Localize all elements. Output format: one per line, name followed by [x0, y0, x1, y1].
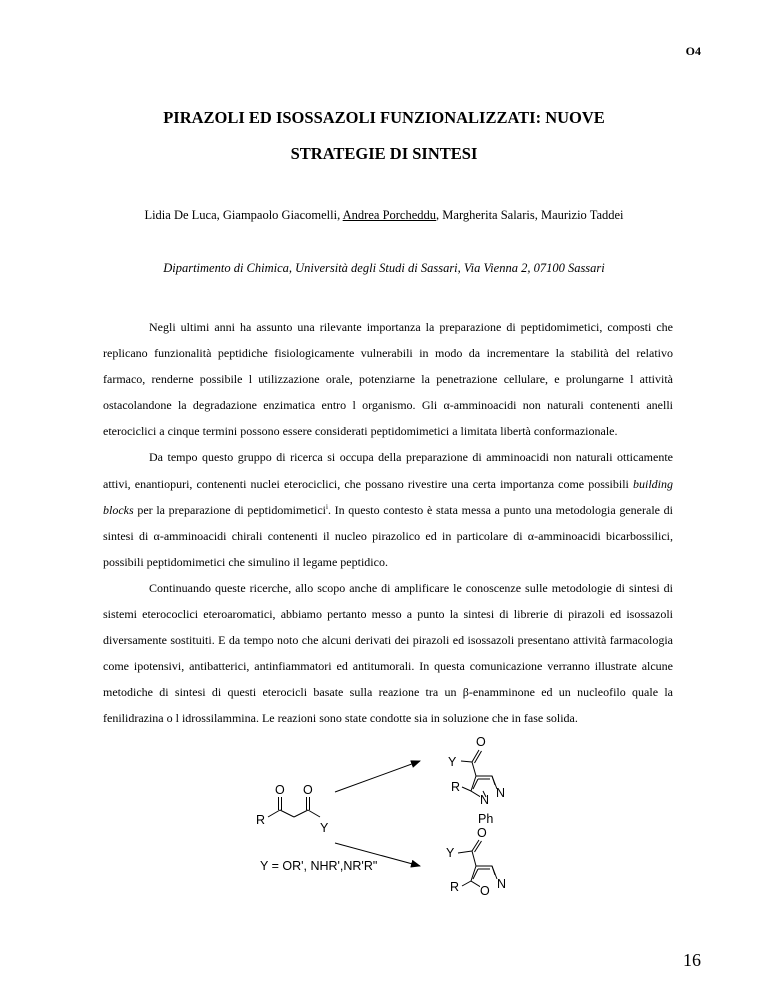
pyrazole-N2: N [496, 786, 506, 800]
paragraph-2-part-b: per la preparazione di peptidomimetici [133, 502, 326, 517]
paragraph-2 [103, 444, 673, 574]
reaction-scheme [240, 730, 540, 930]
title-line-2: STRATEGIE DI SINTESI [290, 144, 478, 163]
document-title [60, 100, 708, 172]
pyrazole-N1: N [480, 793, 490, 807]
pyrazole-Y: Y [448, 755, 457, 769]
abstract-body [103, 314, 673, 732]
isoxazole-N: N [497, 877, 507, 891]
affiliation: Dipartimento di Chimica, Università degli Studi di Sassari, Via Vienna 2, 07100 Sassari [163, 261, 605, 275]
paragraph-1: Negli ultimi anni ha assunto una rilevante importanza la preparazione di peptidomimetici, composti che replicano funzionalità peptidiche fisiologicamente vulnerabili in modo da incrementare la stabilità del relativo farmaco, renderne possibile l utilizzazione orale, potenziarne la penetrazione cellulare, e prolungarne l attività ostacolandone la degradazione enzimatica entro l organismo. Gli α-amminoacidi non naturali contenenti anelli eterociclici a cinque termini possono essere considerati peptidomimetici a limitata libertà conformazionale. [103, 320, 673, 439]
document-code: O4 [685, 44, 701, 58]
author-list [60, 208, 708, 223]
authors-after: , Margherita Salaris, Maurizio Taddei [436, 208, 624, 222]
start-R: R [256, 813, 266, 827]
page-number: 16 [683, 950, 701, 970]
isoxazole-Y: Y [446, 846, 455, 860]
pyrazole-carbonyl-O: O [476, 735, 486, 749]
paragraph-2-part-a: Da tempo questo gruppo di ricerca si occupa della preparazione di amminoacidi non naturali otticamente attivi, enantiopuri, contenenti nuclei eterociclici, che possano rivestire una certa importanza come possibili [103, 450, 673, 491]
start-carbonyl-O2: O [303, 783, 313, 797]
title-line-1: PIRAZOLI ED ISOSSAZOLI FUNZIONALIZZATI: NUOVE [163, 108, 605, 127]
start-Y: Y [320, 821, 329, 835]
condition-label: Y = OR', NHR',NR'R" [260, 859, 378, 873]
start-carbonyl-O1: O [275, 783, 285, 797]
reference-marker: i [325, 502, 328, 511]
paragraph-2-emphasis: building blocks [103, 476, 673, 517]
isoxazole-ring-O: O [480, 884, 490, 898]
paragraph-2-part-c: . In questo contesto è stata messa a punto una metodologia generale di sintesi di α-amminoacidi chirali contenenti il nucleo pirazolico ed in particolare di α-amminoacidi bicarbossilici, possibili peptidomimetici che simulino il legame peptidico. [103, 502, 673, 569]
paragraph-3: Continuando queste ricerche, allo scopo anche di amplificare le conoscenze sulle metodologie di sintesi di sistemi eterococlici eteroaromatici, abbiamo pertanto messo a punto la sintesi di librerie di pirazoli ed isossazoli diversamente sostituiti. E da tempo noto che alcuni derivati dei pirazoli ed isossazoli presentano attività farmacologia come ipotensivi, antibatterici, antinfiammatori ed antitumorali. In questa comunicazione verranno illustrate alcune metodiche di sintesi di questi eterocicli basate sulla reazione tra un β-enamminone ed un nucleofilo quale la fenilidrazina o l idrossilammina. Le reazioni sono state condotte sia in soluzione che in fase solida. [103, 580, 673, 726]
isoxazole-carbonyl-O: O [477, 826, 487, 840]
isoxazole-R: R [450, 880, 460, 894]
presenting-author: Andrea Porcheddu [342, 208, 437, 222]
authors-before: Lidia De Luca, Giampaolo Giacomelli, [144, 208, 343, 222]
pyrazole-R: R [451, 780, 461, 794]
pyrazole-Ph: Ph [478, 812, 494, 826]
